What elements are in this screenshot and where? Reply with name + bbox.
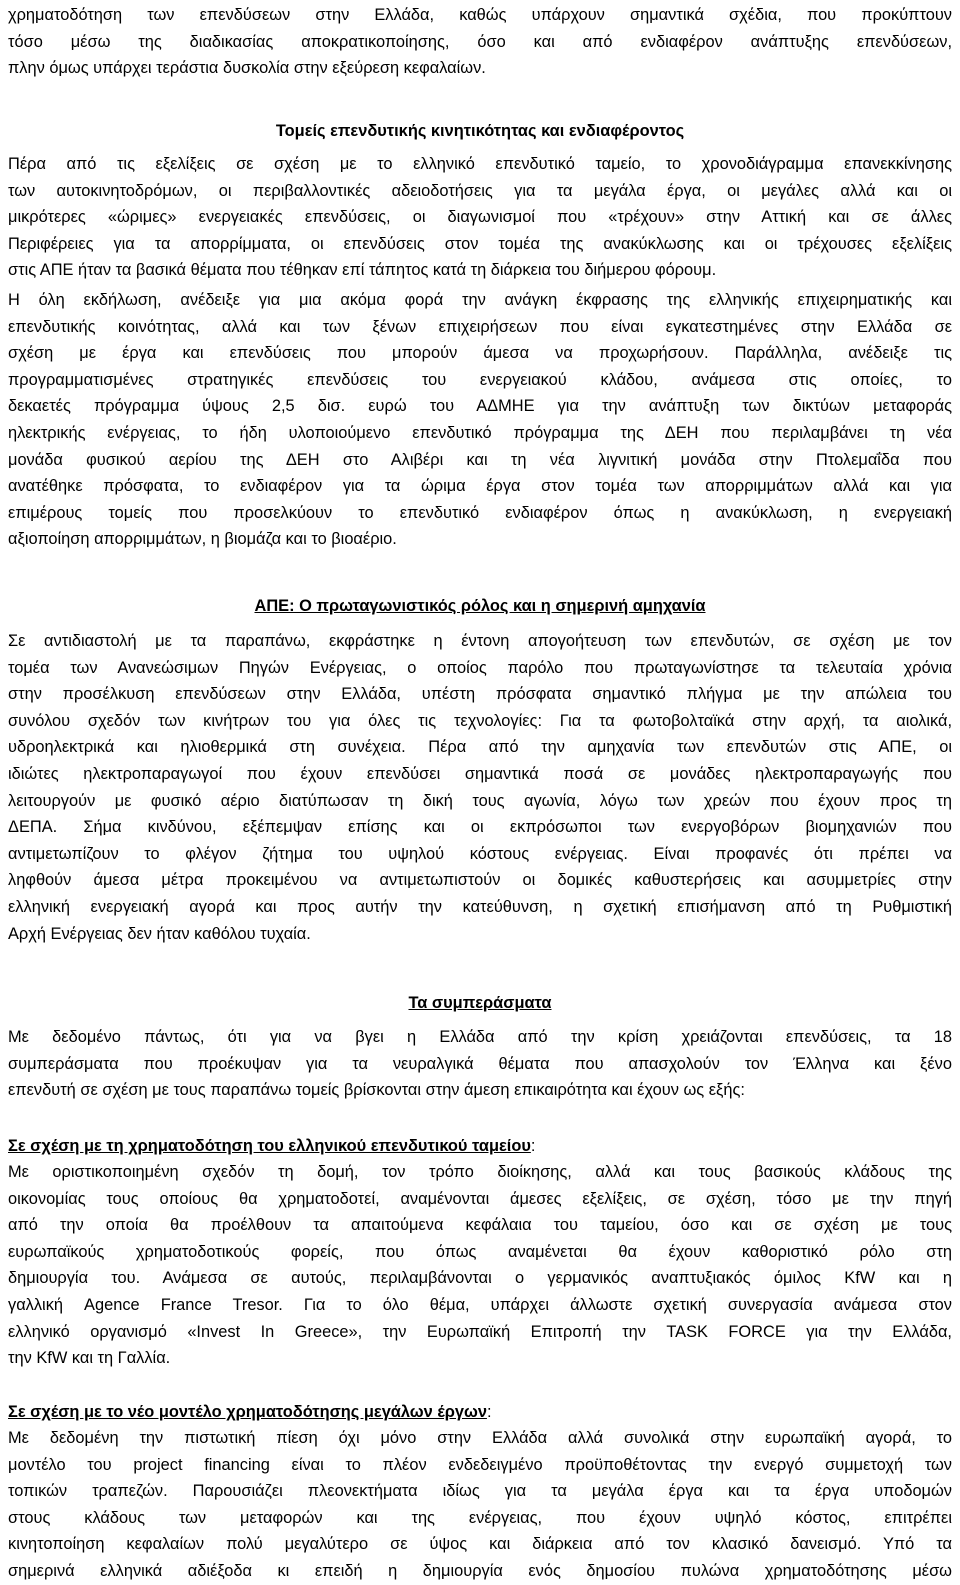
text-line: κινητοποίηση κεφαλαίων πολύ μεγαλύτερο σε ύψος και διάρκεια από τον κλασικό δανεισμό. Υπό τα: [8, 1535, 952, 1554]
text-line: προγραμματισμένες στρατηγικές επενδύσεις του ενεργειακού κλάδου, ανάμεσα στις οποίες, το: [8, 370, 952, 389]
subheading-fund-suffix: :: [530, 1137, 536, 1155]
text-line: ιδιώτες ηλεκτροπαραγωγοί που έχουν επενδύσει σημαντικά ποσά σε μονάδες ηλεκτροπαραγωγής που: [8, 764, 952, 783]
text-line: τομέα των Ανανεώσιμων Πηγών Ενέργειας, ο οποίος παρόλο που πρωταγωνίστησε τα τελευταία χρόνια: [8, 658, 952, 677]
text-line: ελληνική ενεργειακή αγορά και προς αυτήν την κατεύθυνση, η σχετική επισήμανση από τη Ρυθμιστική: [8, 897, 952, 916]
text-line: ηλεκτρικής ενέργειας, το ήδη υλοποιούμενο επενδυτικό πρόγραμμα της ΔΕΗ που περιλαμβάνει τη νέα: [8, 423, 952, 442]
text-line: Σε αντιδιαστολή με τα παραπάνω, εκφράστηκε η έντονη απογοήτευση των επενδυτών, σε σχέση με τον: [8, 632, 952, 650]
text-line: Με δεδομένη την πιστωτική πίεση όχι μόνο στην Ελλάδα αλλά συνολικά στην ευρωπαϊκή αγορά, το: [8, 1429, 952, 1447]
text-line: συνόλου σχεδόν των κινήτρων του για όλες τις τεχνολογίες: Για τα φωτοβολταϊκά στην αρχή, τα αιολικά,: [8, 711, 952, 730]
text-line: Περιφέρειες για τα απορρίμματα, οι επενδύσεις στον τομέα της ανακύκλωσης και οι τρέχουσες εξελίξεις: [8, 234, 952, 253]
subheading-model: Σε σχέση με το νέο μοντέλο χρηματοδότησης μεγάλων έργων: [8, 1403, 487, 1421]
text-line: την KfW και τη Γαλλία.: [8, 1349, 171, 1368]
text-line: ευρωπαϊκούς χρηματοδοτικούς φορείς, που όπως αναμένεται θα έχουν καθοριστικό ρόλο στη: [8, 1242, 952, 1261]
text-line: επιμέρους τομείς που προσελκύουν το επενδυτικό ενδιαφέρον όπως η ανακύκλωση, η ενεργειακή: [8, 503, 952, 522]
text-line: Με δεδομένο πάντως, ότι για να βγει η Ελλάδα από την κρίση χρειάζονται επενδύσεις, τα 18: [8, 1028, 952, 1046]
sectors-paragraph: [8, 151, 952, 284]
text-line: επενδυτή σε σχέση με τους παραπάνω τομείς βρίσκονται στην άμεση επικαιρότητα και έχουν ως εξής:: [8, 1081, 745, 1100]
subheading-fund: Σε σχέση με τη χρηματοδότηση του ελληνικού επενδυτικού ταμείου: [8, 1137, 531, 1155]
text-line: Με οριστικοποιημένη σχεδόν τη δομή, τον τρόπο διοίκησης, αλλά και τους βασικούς κλάδους της: [8, 1163, 952, 1181]
intro-paragraph: [8, 2, 952, 82]
text-line: υδροηλεκτρικά και ηλιοθερμικά στη συνέχεια. Πέρα από την αμηχανία των επενδυτών στις ΑΠΕ, οι: [8, 738, 952, 757]
heading-conclusions: Τα συμπεράσματα: [408, 994, 552, 1012]
text-line: στους κλάδους των μεταφορών και της ενέργειας, που έχουν υψηλό κόστος, επιτρέπει: [8, 1508, 952, 1527]
text-line: μικρότερες «ώριμες» ενεργειακές επενδύσεις, οι διαγωνισμοί που «τρέχουν» στην Αττική και σε άλλες: [8, 208, 952, 227]
text-line: στην προσέλκυση επενδύσεων στην Ελλάδα, υπέστη πρόσφατα σημαντικό πλήγμα με την απώλεια του: [8, 685, 952, 704]
text-line: δεκαετές πρόγραμμα ύψους 2,5 δισ. ευρώ του ΑΔΜΗΕ για την ανάπτυξη των δικτύων μεταφοράς: [8, 397, 952, 416]
text-line: γαλλική Agence France Tresor. Για το όλο θέμα, υπάρχει άλλωστε σχετική συνεργασία ανάμεσα στον: [8, 1295, 952, 1314]
conclusions-paragraph: [8, 1024, 952, 1104]
text-line: λειτουργούν με φυσικό αέριο διατύπωσαν τη δική τους αγωνία, λόγω των χρεών που έχουν προς τη: [8, 791, 952, 810]
subheading-model-line: [8, 1399, 952, 1426]
model-paragraph: [8, 1425, 952, 1585]
text-line: πλην όμως υπάρχει τεράστια δυσκολία στην εξεύρεση κεφαλαίων.: [8, 59, 486, 78]
text-line: αξιοποίηση απορριμμάτων, η βιομάζα και το βιοαέριο.: [8, 530, 397, 549]
text-line: χρηματοδότηση των επενδύσεων στην Ελλάδα, καθώς υπάρχουν σημαντικά σχέδια, που προκύπτουν: [8, 6, 952, 24]
heading-sectors: Τομείς επενδυτικής κινητικότητας και ενδιαφέροντος: [275, 122, 685, 140]
text-line: συμπεράσματα που προέκυψαν για τα νευραλγικά θέματα που απασχολούν τον Έλληνα και ξένο: [8, 1054, 952, 1073]
text-line: Η όλη εκδήλωση, ανέδειξε για μια ακόμα φορά την ανάγκη έκφρασης της ελληνικής επιχειρηματικής και: [8, 291, 952, 309]
text-line: ληφθούν άμεσα μέτρα προκειμένου να αντιμετωπιστούν οι δομικές καθυστερήσεις και ασυμμετρίες στην: [8, 871, 952, 890]
text-line: τόσο μέσω της διαδικασίας αποκρατικοποίησης, όσο και από ενδιαφέρον ανάπτυξης επενδύσεων,: [8, 32, 952, 51]
subheading-fund-line: [8, 1133, 952, 1160]
text-line: δημιουργία του. Ανάμεσα σε αυτούς, περιλαμβάνονται ο γερμανικός αναπτυξιακός όμιλος KfW και η: [8, 1269, 952, 1288]
text-line: σημερινά ελληνικά αδιέξοδα κι επειδή η δημιουργία ενός δημοσίου πυλώνα χρηματοδότησης μέσω: [8, 1561, 952, 1580]
text-line: Αρχή Ενέργειας δεν ήταν καθόλου τυχαία.: [8, 924, 311, 943]
text-line: στις ΑΠΕ ήταν τα βασικά θέματα που τέθηκαν επί τάπητος κατά τη διάρκεια του διήμερου φόρουμ.: [8, 261, 717, 280]
text-line: των αυτοκινητοδρόμων, οι περιβαλλοντικές αδειοδοτήσεις για τα μεγάλα έργα, οι μεγάλες αλλά και οι: [8, 181, 952, 200]
heading-ape: ΑΠΕ: Ο πρωταγωνιστικός ρόλος και η σημερινή αμηχανία: [254, 597, 706, 615]
text-line: μονάδα φυσικού αερίου της ΔΕΗ στο Αλιβέρι και τη νέα λιγνιτική μονάδα στην Πτολεμαΐδα που: [8, 450, 952, 469]
text-line: Πέρα από τις εξελίξεις σε σχέση με το ελληνικό επενδυτικό ταμείο, το χρονοδιάγραμμα επανεκκίνησης: [8, 155, 952, 173]
fund-paragraph: [8, 1159, 952, 1372]
text-line: αντιμετωπίζουν το φλέγον ζήτημα του υψηλού κόστους ενέργειας. Είναι προφανές ότι πρέπει να: [8, 844, 952, 863]
subheading-model-suffix: :: [486, 1403, 492, 1421]
text-line: από την οποία θα προέλθουν τα απαιτούμενα κεφάλαια του ταμείου, όσο και σε σχέση με τους: [8, 1216, 952, 1235]
text-line: σχέση με έργα και επενδύσεις που μπορούν άμεσα να προχωρήσουν. Παράλληλα, ανέδειξε τις: [8, 344, 952, 363]
text-line: τοπικών τραπεζών. Παρουσιάζει πλεονεκτήματα ιδίως για τα μεγάλα έργα και τα έργα υποδομών: [8, 1482, 952, 1501]
text-line: ΔΕΠΑ. Σήμα κινδύνου, εξέπεμψαν επίσης και οι εκπρόσωποι των ενεργοβόρων βιομηχανιών που: [8, 818, 952, 837]
text-line: οικονομίας τους οποίους θα χρηματοδοτεί, αναμένονται άμεσες εξελίξεις, σε σχέση, τόσο με την πηγή: [8, 1189, 952, 1208]
event-paragraph: [8, 287, 952, 553]
ape-paragraph: [8, 628, 952, 947]
text-line: ανατέθηκε πρόσφατα, το ενδιαφέρον για τα ώριμα έργα στον τομέα των απορριμμάτων αλλά και για: [8, 477, 952, 496]
text-line: επενδυτικής κοινότητας, αλλά και των ξένων επιχειρήσεων που είναι εγκατεστημένες στην Ελλάδα σε: [8, 317, 952, 336]
text-line: μοντέλο του project financing είναι το πλέον ενδεδειγμένο προϋποθέτοντας την ενεργό συμμετοχή των: [8, 1455, 952, 1474]
text-line: ελληνικό οργανισμό «Invest In Greece», την Ευρωπαϊκή Επιτροπή την TASK FORCE για την Ελλάδα,: [8, 1322, 952, 1341]
